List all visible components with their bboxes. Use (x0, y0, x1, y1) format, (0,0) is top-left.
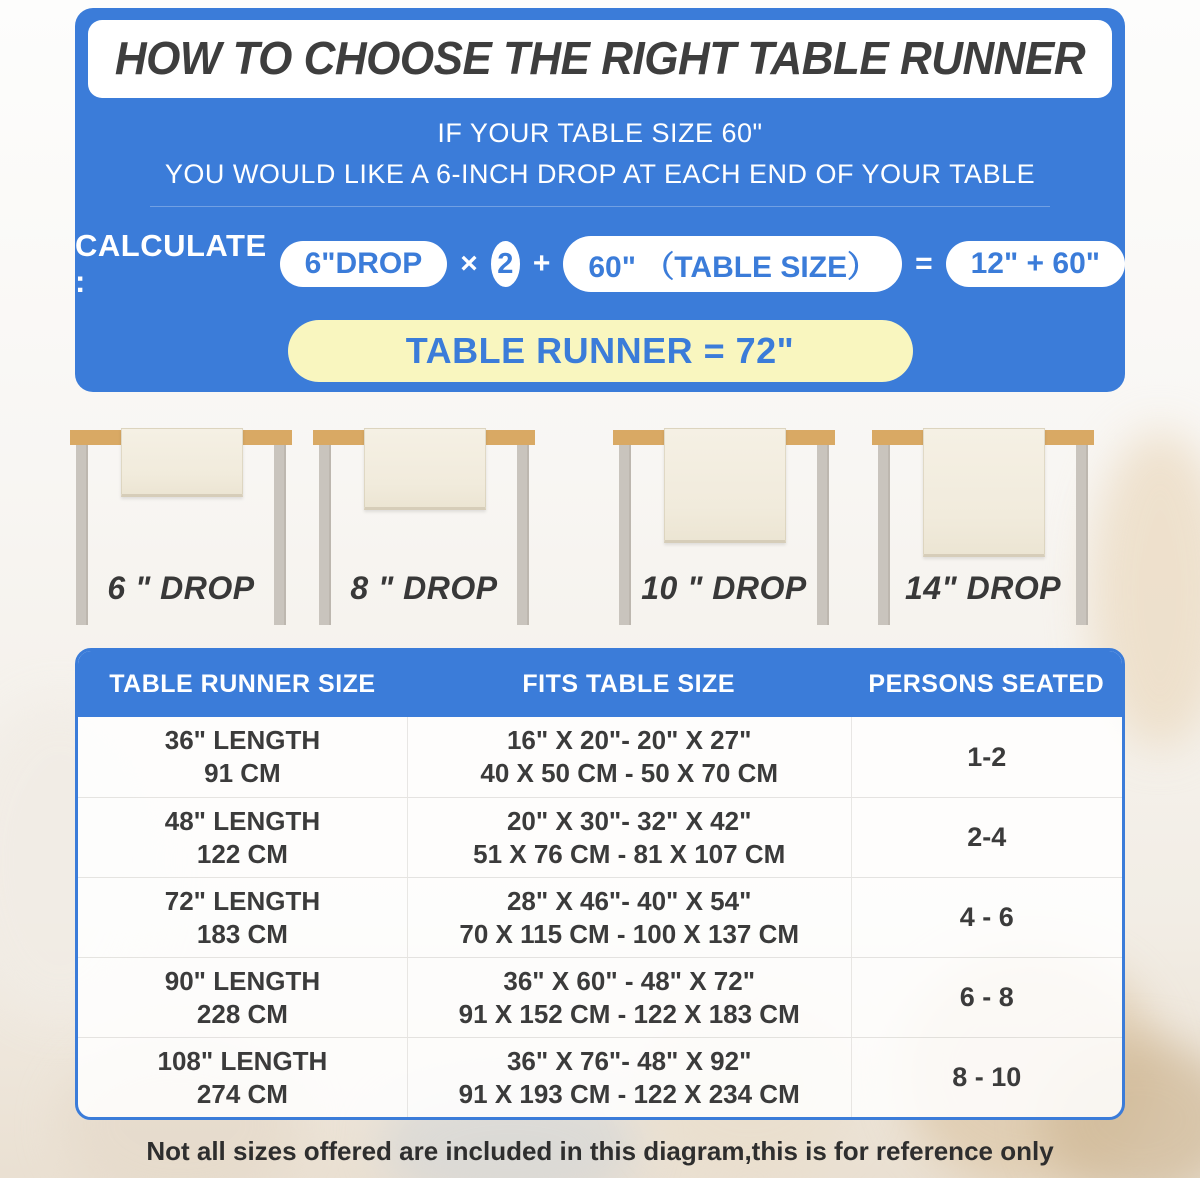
footer-note: Not all sizes offered are included in this diagram,this is for reference only (146, 1136, 1054, 1166)
runner-size-in: 48" LENGTH (164, 805, 321, 836)
fits-size-in: 16" X 20"- 20" X 27" (506, 725, 752, 755)
size-table-header (78, 651, 1122, 717)
drop-figures-section (0, 430, 1200, 630)
size-table (75, 648, 1125, 1120)
drop-label: 10 " DROP (641, 570, 807, 606)
runner-size-cm: 122 CM (196, 838, 288, 869)
persons-seated: 4 - 6 (851, 877, 1122, 957)
fits-size-cm: 91 X 152 CM - 122 X 183 CM (458, 998, 800, 1029)
calculate-row (75, 228, 1125, 300)
fits-size-in: 36" X 76"- 48" X 92" (506, 1045, 752, 1076)
times-two-badge: 2 (491, 241, 520, 287)
drop-figure-14 (872, 430, 1094, 625)
runner-cloth (664, 428, 786, 543)
fits-size-cm: 40 X 50 CM - 50 X 70 CM (480, 758, 779, 788)
plus-operator: + (532, 247, 551, 280)
calculate-label: CALCULATE : (75, 228, 267, 299)
table-size-pill: 60" （TABLE SIZE） (563, 236, 902, 292)
runner-size-in: 90" LENGTH (164, 965, 321, 996)
fits-size-cm: 91 X 193 CM - 122 X 234 CM (458, 1078, 800, 1109)
runner-result-text: TABLE RUNNER = 72" (405, 330, 795, 371)
runner-size-in: 36" LENGTH (164, 725, 321, 755)
table-row (78, 877, 1122, 957)
runner-size-cm: 91 CM (204, 758, 281, 788)
drop-label: 8 " DROP (350, 570, 498, 606)
persons-seated: 2-4 (851, 797, 1122, 877)
fits-size-cm: 51 X 76 CM - 81 X 107 CM (473, 838, 786, 869)
divider (150, 206, 1050, 207)
header-cell-fits-size: FITS TABLE SIZE (522, 669, 735, 698)
equals-operator: = (915, 247, 933, 280)
runner-cloth (121, 428, 243, 497)
subtitle-line2: YOU WOULD LIKE A 6-INCH DROP AT EACH END OF YOUR TABLE (164, 159, 1036, 189)
header-panel (75, 8, 1125, 392)
title-banner (88, 20, 1112, 98)
header-cell-runner-size: TABLE RUNNER SIZE (109, 669, 376, 698)
sum-pill: 12" + 60" (946, 241, 1125, 287)
multiply-operator: × (460, 247, 478, 280)
fits-size-in: 36" X 60" - 48" X 72" (503, 965, 756, 996)
drop-figure-8 (313, 430, 535, 625)
runner-size-in: 108" LENGTH (157, 1045, 328, 1076)
table-row (78, 957, 1122, 1037)
fits-size-in: 20" X 30"- 32" X 42" (506, 805, 752, 836)
runner-cloth (923, 428, 1045, 557)
subtitle-line1: IF YOUR TABLE SIZE 60" (437, 118, 763, 148)
runner-size-in: 72" LENGTH (164, 885, 321, 916)
runner-size-cm: 274 CM (196, 1078, 288, 1109)
runner-cloth (364, 428, 486, 510)
table-row (78, 717, 1122, 797)
drop-label: 14" DROP (904, 570, 1062, 606)
runner-result-pill (288, 320, 913, 382)
drop-value-pill: 6"DROP (280, 241, 448, 287)
fits-size-cm: 70 X 115 CM - 100 X 137 CM (459, 918, 800, 949)
drop-label: 6 " DROP (107, 570, 255, 606)
persons-seated: 6 - 8 (851, 957, 1122, 1037)
persons-seated: 8 - 10 (851, 1037, 1122, 1117)
header-cell-persons: PERSONS SEATED (868, 669, 1105, 698)
page-title: HOW TO CHOOSE THE RIGHT TABLE RUNNER (114, 32, 1086, 85)
runner-size-cm: 183 CM (196, 918, 288, 949)
drop-figure-10 (613, 430, 835, 625)
table-row (78, 1037, 1122, 1117)
runner-size-cm: 228 CM (196, 998, 288, 1029)
table-row (78, 797, 1122, 877)
drop-figure-6 (70, 430, 292, 625)
fits-size-in: 28" X 46"- 40" X 54" (506, 885, 752, 916)
persons-seated: 1-2 (851, 717, 1122, 797)
